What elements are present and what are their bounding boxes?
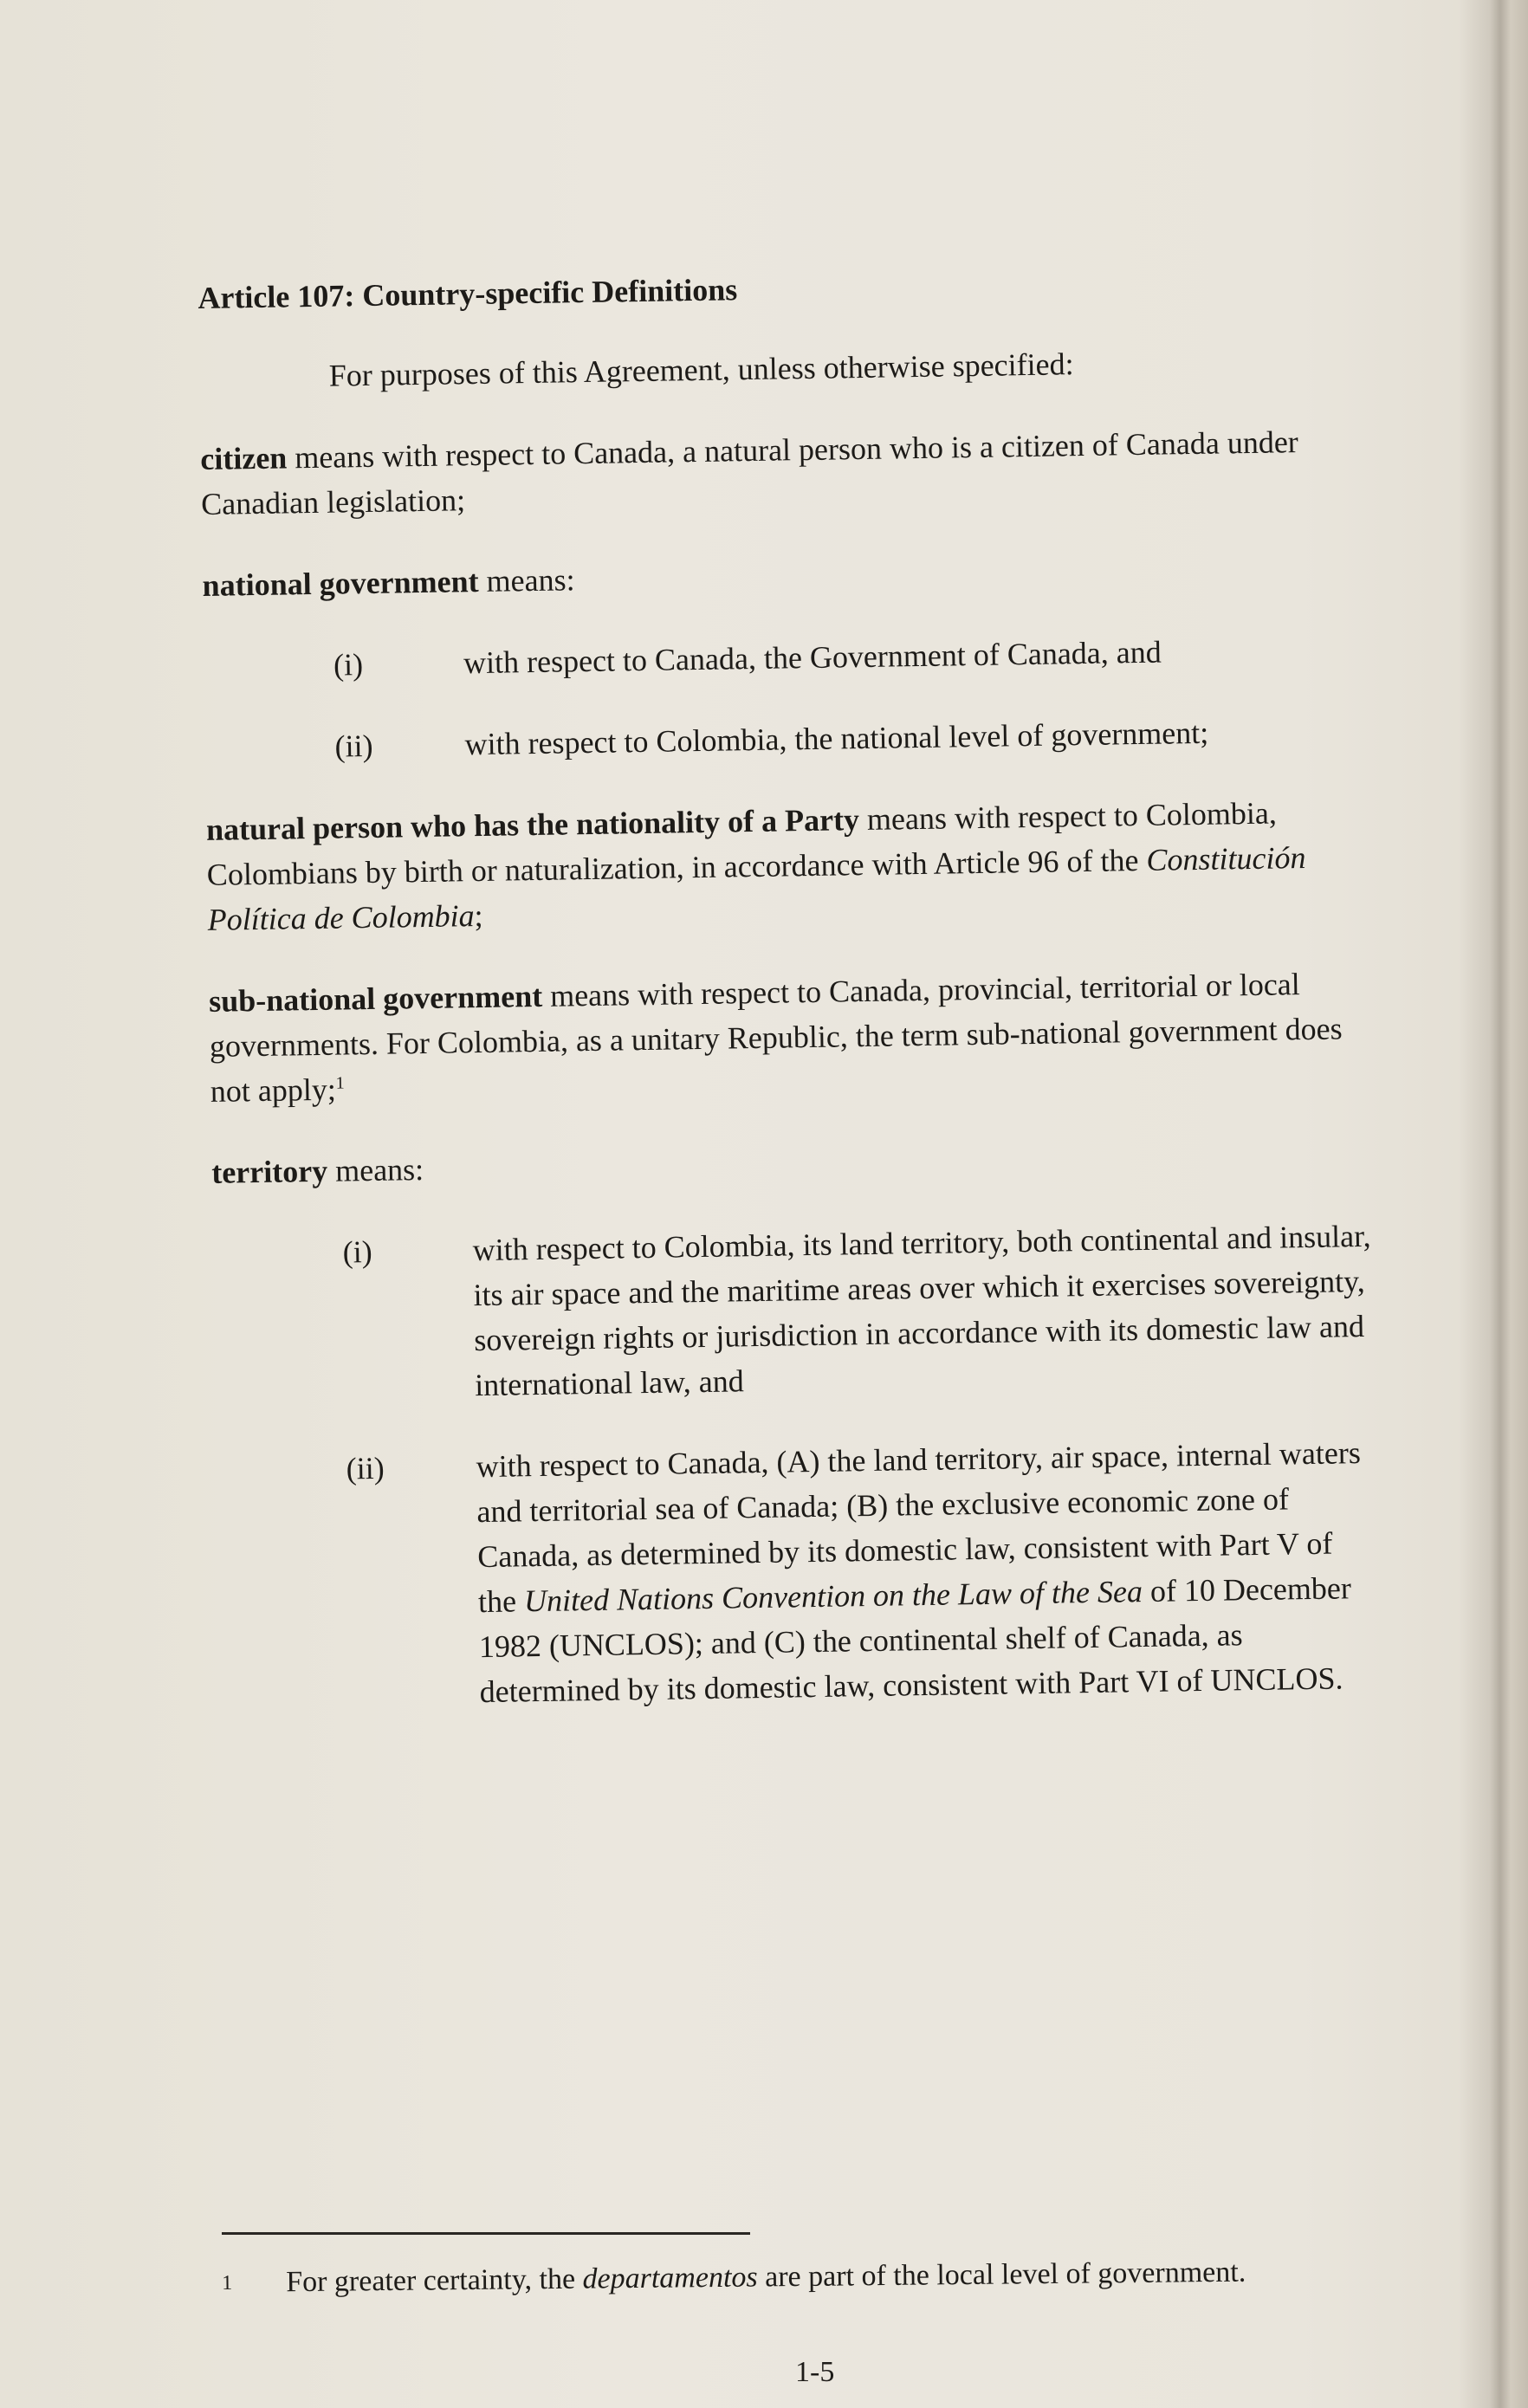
item-number: (ii) — [346, 1450, 385, 1486]
territory-item-2 — [216, 1429, 1398, 1718]
definition-natural-person — [206, 789, 1386, 942]
definition-natural-person-text: means with respect to Colombia, Colombians by birth or naturalization, in accordance with Article 96 of the — [206, 795, 1278, 892]
article-body — [197, 257, 1399, 1755]
constitution-title: Constitución Política de Colombia — [207, 839, 1306, 937]
item-text: with respect to Canada, the Government of Canada, and — [463, 634, 1162, 681]
term-natural-person: natural person who has the nationality of a Party — [205, 802, 860, 847]
definition-sub-national-government — [209, 961, 1389, 1114]
page-number: 1-5 — [795, 2356, 835, 2388]
intro-paragraph: For purposes of this Agreement, unless otherwise specified: — [328, 346, 1074, 393]
footnote-reference[interactable]: 1 — [335, 1073, 345, 1093]
definition-territory — [211, 1132, 1390, 1195]
term-citizen: citizen — [200, 440, 288, 476]
national-government-item-2 — [204, 708, 1383, 771]
footnote — [222, 2254, 1246, 2302]
definition-citizen-text: means with respect to Canada, a natural person who is a citizen of Canada under Canadian legislation; — [200, 424, 1299, 521]
term-sub-national-government: sub-national government — [208, 978, 543, 1019]
footnote-separator — [222, 2232, 750, 2235]
footnote-text-part-b: are part of the local level of government. — [757, 2256, 1246, 2294]
footnote-text-part-a: For greater certainty, the — [286, 2262, 583, 2299]
footnote-mark: 1 — [222, 2271, 233, 2295]
unclos-title: United Nations Convention on the Law of the Sea — [523, 1574, 1143, 1619]
item-text-part-b: of 10 December 1982 (UNCLOS); and (C) the continental shelf of Canada, as determined by its domestic law, consistent with Part VI of UNCLOS. — [478, 1570, 1352, 1710]
national-government-item-1 — [204, 626, 1382, 689]
item-text: with respect to Colombia, its land territory, both continental and insular, its air space and the maritime areas over which it exercises sovereignty, sovereign rights or jurisdiction in accordance with its domestic law and international law, and — [472, 1218, 1371, 1403]
departamentos-term: departamentos — [582, 2261, 758, 2295]
term-territory: territory — [210, 1153, 328, 1190]
page-binding-edge — [1459, 0, 1528, 2408]
article-heading: Article 107: Country-specific Definitions — [197, 272, 738, 315]
term-national-government: national government — [202, 563, 479, 603]
item-number: (i) — [342, 1233, 373, 1270]
definition-national-government-text: means: — [478, 562, 575, 599]
item-number: (i) — [333, 647, 364, 683]
item-number: (ii) — [334, 728, 373, 764]
item-text — [476, 1430, 1381, 1714]
territory-item-1 — [212, 1214, 1393, 1412]
definition-sub-national-text: means with respect to Canada, provincial, territorial or local governments. For Colombia, as a unitary Republic, the term sub-national government does not apply; — [209, 967, 1343, 1109]
definition-citizen — [200, 418, 1379, 527]
definition-territory-text: means: — [327, 1152, 424, 1188]
item-text-part-a: with respect to Canada, (A) the land territory, air space, internal waters and territorial sea of Canada; (B) the exclusive economic zone of Canada, as determined by its domestic law, consistent with Part V of the — [476, 1435, 1362, 1620]
item-text: with respect to Colombia, the national level of government; — [464, 715, 1209, 762]
footnote-text — [286, 2254, 1246, 2302]
definition-national-government — [202, 545, 1381, 608]
definition-natural-person-tail: ; — [474, 897, 483, 934]
